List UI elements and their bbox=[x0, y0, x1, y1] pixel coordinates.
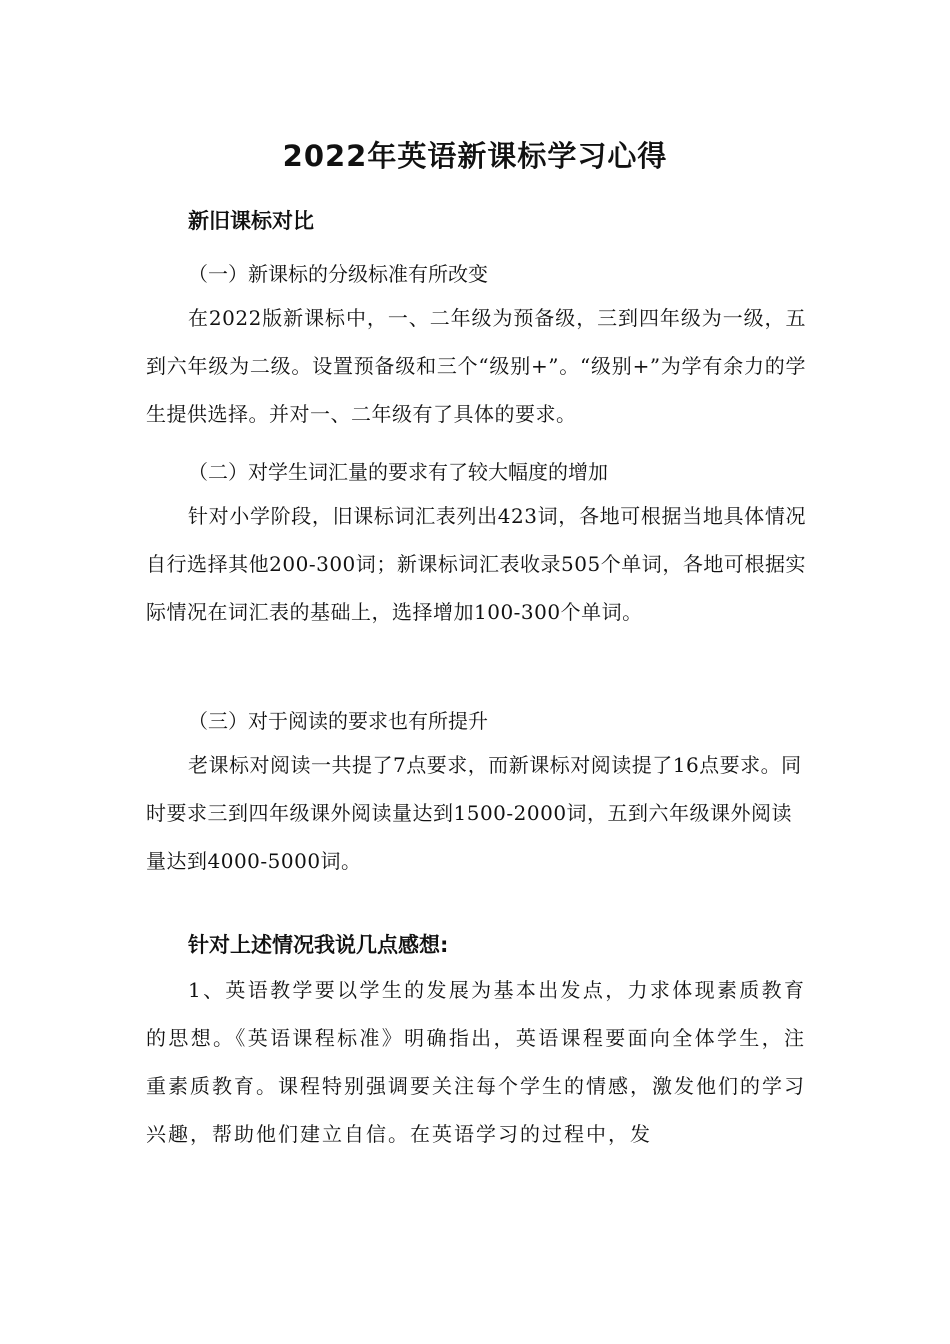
section-heading-comparison: 新旧课标对比 bbox=[188, 209, 314, 233]
subheading-reading: （三）对于阅读的要求也有所提升 bbox=[188, 709, 488, 733]
section-heading-reflections: 针对上述情况我说几点感想: bbox=[188, 933, 449, 957]
paragraph-vocabulary: 针对小学阶段，旧课标词汇表列出423词，各地可根据当地具体情况自行选择其他200-300词；新课标词汇表收录505个单词，各地可根据实际情况在词汇表的基础上，选择增加100-300个单词。 bbox=[146, 504, 806, 624]
subheading-grading-standard: （一）新课标的分级标准有所改变 bbox=[188, 262, 488, 286]
subheading-vocabulary: （二）对学生词汇量的要求有了较大幅度的增加 bbox=[188, 460, 608, 484]
paragraph-reading: 老课标对阅读一共提了7点要求，而新课标对阅读提了16点要求。同时要求三到四年级课外阅读量达到1500-2000词，五到六年级课外阅读量达到4000-5000词。 bbox=[146, 753, 802, 873]
document-title: 2022年英语新课标学习心得 bbox=[282, 139, 668, 173]
paragraph-grading-standard: 在2022版新课标中，一、二年级为预备级，三到四年级为一级，五到六年级为二级。设置预备级和三个“级别+”。“级别+”为学有余力的学生提供选择。并对一、二年级有了具体的要求。 bbox=[146, 306, 806, 426]
paragraph-point-1: 1、英语教学要以学生的发展为基本出发点，力求体现素质教育的思想。《英语课程标准》明确指出，英语课程要面向全体学生，注重素质教育。课程特别强调要关注每个学生的情感，激发他们的学习兴趣，帮助他们建立自信。在英语学习的过程中，发 bbox=[146, 978, 806, 1146]
